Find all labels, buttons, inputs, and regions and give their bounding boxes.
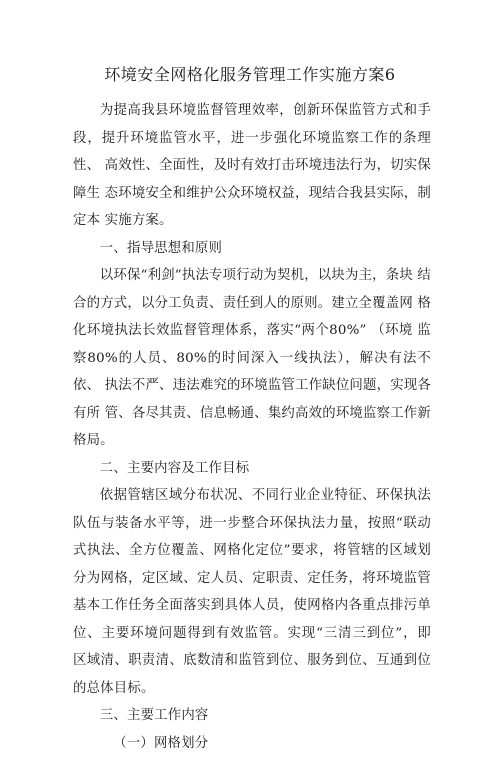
section-heading-main-work: 三、主要工作内容	[73, 702, 431, 730]
section-heading-guiding-principles: 一、指导思想和原则	[73, 235, 431, 263]
intro-paragraph: 为提高我县环境监督管理效率，创新环保监管方式和手 段，提升环境监管水平，进一步强化环境监察工作的条理性、 高效性、全面性，及时有效打击环境违法行为，切实保障生 态环境安全和维护公众环境权益，现结合我县实际，制定本 实施方案。	[73, 97, 431, 235]
document-body	[73, 97, 431, 757]
section-heading-main-content-goals: 二、主要内容及工作目标	[73, 455, 431, 483]
guiding-principles-paragraph: 以环保“利剑”执法专项行动为契机，以块为主，条块 结合的方式，以分工负责、责任到人的原则。建立全覆盖网 格化环境执法长效监督管理体系，落实“两个80%” （环境 监察80%的人员、80%的时间深入一线执法），解决有法不依、 执法不严、违法难究的环境监管工作缺位问题，实现各有所 管、各尽其责、信息畅通、集约高效的环境监察工作新格局。	[73, 262, 431, 455]
subsection-heading-grid-division: （一）网格划分	[73, 730, 431, 757]
main-content-goals-paragraph: 依据管辖区域分布状况、不同行业企业特征、环保执法 队伍与装备水平等，进一步整合环保执法力量，按照“联动 式执法、全方位覆盖、网格化定位”要求，将管辖的区域划 分为网格，定区域、定人员、定职责、定任务，将环境监管 基本工作任务全面落实到具体人员，使网格内各重点排污单 位、主要环境问题得到有效监管。实现“三清三到位”，即 区域清、职责清、底数清和监管到位、服务到位、互通到位 的总体目标。	[73, 482, 431, 702]
document-title: 环境安全网格化服务管理工作实施方案6	[0, 62, 500, 85]
